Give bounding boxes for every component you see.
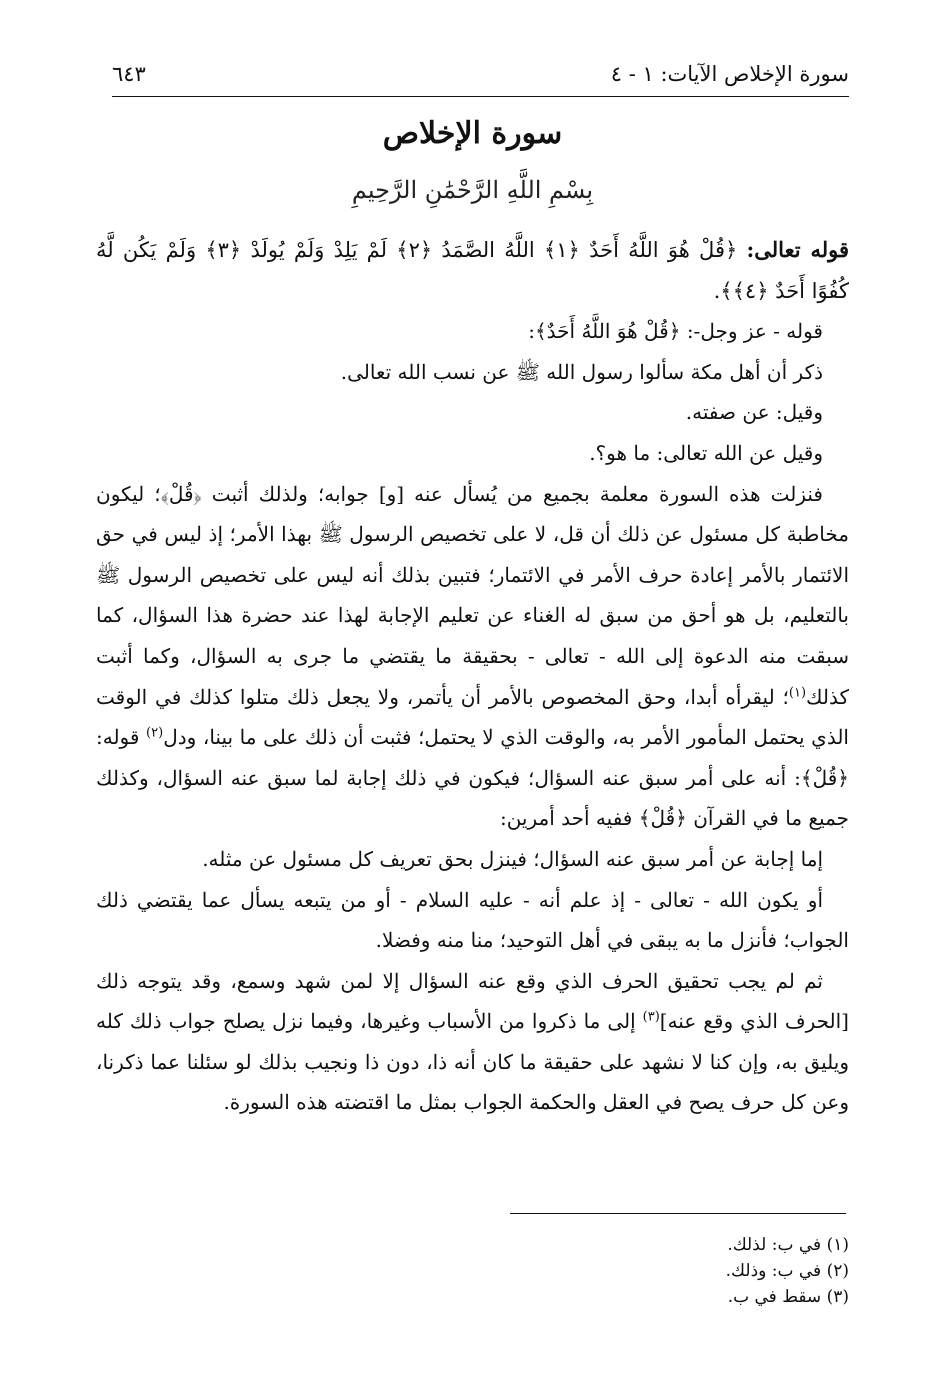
paragraph: وقيل عن الله تعالى: ما هو؟.: [589, 440, 823, 465]
footnote-divider: [510, 1213, 846, 1214]
footnotes: [349, 1232, 849, 1310]
footnote: (٣) سقط في ب.: [727, 1287, 849, 1307]
footnote-ref: (١): [788, 684, 807, 700]
paragraph-final: [96, 961, 849, 1123]
page-number: ٦٤٣: [112, 62, 146, 86]
paragraph: ذكر أن أهل مكة سألوا رسول الله ﷺ عن نسب الله تعالى.: [340, 359, 823, 384]
verse-block: [96, 230, 849, 311]
paragraph-part: ؛ ليقرأه أبدا، وحق المخصوص بالأمر أن يأتمر، ولا يجعل ذلك متلوا كذلك في الوقت الذي يحتمل المأمور الأمر به، والوقت الذي لا يحتمل؛ فثبت أن ذلك على ما بينا، ودل: [96, 684, 849, 750]
paragraph-part: إلى ما ذكروا من الأسباب وغيرها، وفيما نزل يصلح جواب ذلك كله ويليق به، وإن كنا لا نشهد على حقيقة ما كان أنه ذا، دون ذا ونجيب بذلك لو سئلنا عما ذكرنا، وعن كل حرف يصح في العقل والحكمة الجواب بمثل ما اقتضته هذه السورة.: [96, 1009, 849, 1115]
paragraph-part: فنزلت هذه السورة معلمة بجميع من يُسأل عنه [و] جوابه؛ ولذلك أثبت ﴿قُلْ﴾؛ ليكون مخاطبة كل مسئول عن ذلك أن قل، لا على تخصيص الرسول ﷺ بهذا الأمر؛ إذ ليس في حق الائتمار بالأمر إعادة حرف الأمر في الائتمار؛ فتبين بذلك أنه ليس على تخصيص الرسول ﷺ بالتعليم، بل هو أحق من سبق له الغناء عن تعليم الإجابة لهذا عند حضرة هذا السؤال، كما سبقت منه الدعوة إلى الله - تعالى - بحقيقة ما يقتضي ما جرى به السؤال، وكما أثبت كذلك: [96, 481, 849, 709]
paragraph-part: ثم لم يجب تحقيق الحرف الذي وقع عنه السؤال إلا لمن شهد وسمع، وقد يتوجه ذلك [الحرف الذي وقع عنه]: [96, 968, 849, 1034]
paragraph-part: قوله: ﴿قُلْ﴾: أنه على أمر سبق عنه السؤال؛ فيكون في ذلك إجابة لما سبق عنه السؤال، وكذلك جميع ما في القرآن ﴿قُلْ﴾ ففيه أحد أمرين:: [96, 725, 849, 831]
footnote: (٢) في ب: وذلك.: [725, 1261, 849, 1281]
paragraph: إما إجابة عن أمر سبق عنه السؤال؛ فينزل بحق تعريف كل مسئول عن مثله.: [202, 846, 823, 871]
footnote-ref: (٣): [642, 1009, 660, 1025]
paragraph: وقيل: عن صفته.: [685, 400, 823, 425]
surah-title: سورة الإخلاص: [382, 116, 563, 151]
header-divider: [112, 96, 849, 97]
verse-lead: قوله تعالى:: [746, 237, 849, 262]
running-title: سورة الإخلاص الآيات: ١ - ٤: [610, 62, 849, 86]
running-header: [112, 58, 849, 94]
body-text: [96, 230, 849, 1123]
paragraph-long: [96, 474, 849, 839]
paragraph: أو يكون الله - تعالى - إذ علم أنه - عليه السلام - أو من يتبعه يسأل عما يقتضي ذلك الجواب؛ فأنزل ما به يبقى في أهل التوحيد؛ منا منه وفضلا.: [96, 887, 849, 953]
basmala: بِسْمِ اللَّهِ الرَّحْمَٰنِ الرَّحِيمِ: [351, 176, 594, 204]
footnote: (١) في ب: لذلك.: [727, 1235, 849, 1255]
paragraph: قوله - عز وجل-: ﴿قُلْ هُوَ اللَّهُ أَحَدٌ﴾:: [528, 319, 823, 344]
footnote-ref: (٢): [146, 725, 164, 741]
verse-text: ﴿قُلْ هُوَ اللَّهُ أَحَدٌ ﴿١﴾ اللَّهُ الصَّمَدُ ﴿٢﴾ لَمْ يَلِدْ وَلَمْ يُولَدْ ﴿٣﴾ وَلَمْ يَكُن لَّهُ كُفُوًا أَحَدٌ ﴿٤﴾﴾.: [96, 238, 849, 303]
